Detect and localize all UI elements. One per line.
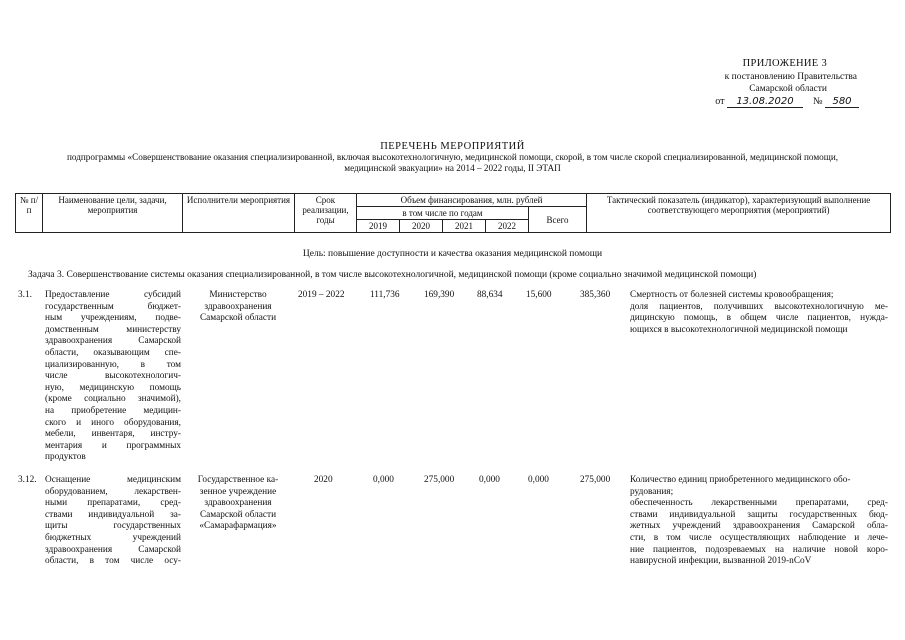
appendix-date-number-line: [715, 96, 859, 108]
header-total: Всего: [529, 207, 587, 233]
header-name: Наименование цели, задачи, мероприятия: [43, 194, 183, 233]
handwritten-number: 580: [825, 97, 859, 108]
row-total: 275,000: [580, 475, 611, 485]
row-num: 3.12.: [18, 475, 37, 485]
document-subtitle: подпрограммы «Совершенствование оказания специализированной, включая высокотехнологичную, медицинской помощи, скорой, в том числе скорой специализированной, медицинской помощи, медицинской эвакуации» на 2014 – 2022 годы, II ЭТАП: [66, 152, 839, 173]
header-executors: Исполнители мероприятия: [183, 194, 295, 233]
row-indicator: Количество единиц приобретенного медицинского обо- рудования; обеспеченность лекарственными препаратами, сред- ствами индивидуальной защиты государственных бюд- жетных учреждений здравоохранения Самарской обла- сти, в том числе осуществляющих наблюдение и лече- ние пациентов, подозреваемых на наличие новой коро- навирусной инфекции, вызванной 2019-nCoV: [630, 475, 888, 567]
row-value-2021: 0,000: [479, 475, 500, 485]
row-total: 385,360: [580, 290, 611, 300]
appendix-decree-line: к постановлению Правительства: [724, 72, 857, 82]
header-year-2022: 2022: [486, 220, 529, 233]
number-label: №: [812, 96, 823, 107]
row-name: Предоставление субсидий государственным бюджет- ным учреждениям, подве- домственным министерству здравоохранения Самарской области, оказывающим спе- циализированную, в том числе высокотехнологич- ную, медицинскую помощь (кроме социально значимой), на приобретение медицин- ского и иного оборудования, мебели, инвентаря, инстру- ментария и программных продуктов: [45, 290, 181, 463]
goal-line: Цель: повышение доступности и качества оказания медицинской помощи: [302, 249, 603, 259]
row-value-2022: 0,000: [528, 475, 549, 485]
row-term: 2019 – 2022: [298, 290, 345, 300]
row-value-2020: 275,000: [424, 475, 455, 485]
header-num: № п/п: [16, 194, 43, 233]
appendix-region-line: Самарской области: [749, 84, 827, 94]
document-title: ПЕРЕЧЕНЬ МЕРОПРИЯТИЙ: [380, 141, 525, 152]
header-year-2021: 2021: [443, 220, 486, 233]
header-by-years: в том числе по годам: [357, 207, 529, 220]
handwritten-date: 13.08.2020: [727, 97, 803, 108]
row-name: Оснащение медицинским оборудованием, лекарствен- ными препаратами, сред- ствами индивидуальной за- щиты государственных бюджетных учреждений здравоохранения Самарской области, в том числе осу-: [45, 475, 181, 567]
from-label: от: [715, 96, 725, 107]
header-year-2020: 2020: [400, 220, 443, 233]
row-value-2020: 169,390: [424, 290, 455, 300]
row-term: 2020: [314, 475, 333, 485]
row-num: 3.1.: [18, 290, 32, 300]
row-executor: Государственное ка- зенное учреждение здравоохранения Самарской области «Самарафармация»: [197, 475, 279, 532]
row-executor: Министерство здравоохранения Самарской области: [199, 290, 277, 324]
header-year-2019: 2019: [357, 220, 400, 233]
header-indicator: Тактический показатель (индикатор), характеризующий выполнение соответствующего мероприятия (мероприятий): [587, 194, 891, 233]
row-indicator: Смертность от болезней системы кровообращения; доля пациентов, получивших высокотехнологичную ме- дицинскую помощь, в общем числе пациентов, нужда- ющихся в высокотехнологичной медицинской помощи: [630, 290, 888, 335]
row-value-2019: 111,736: [370, 290, 400, 300]
table-header: [15, 193, 891, 233]
header-term: Срок реализации, годы: [295, 194, 357, 233]
row-value-2019: 0,000: [373, 475, 394, 485]
appendix-title: ПРИЛОЖЕНИЕ 3: [742, 58, 827, 69]
task-line: Задача 3. Совершенствование системы оказания специализированной, в том числе высокотехнологичной, медицинской помощи (кроме социально значимой медицинской помощи): [28, 270, 757, 280]
row-value-2022: 15,600: [526, 290, 552, 300]
row-value-2021: 88,634: [477, 290, 503, 300]
header-funding: Объем финансирования, млн. рублей: [357, 194, 587, 207]
